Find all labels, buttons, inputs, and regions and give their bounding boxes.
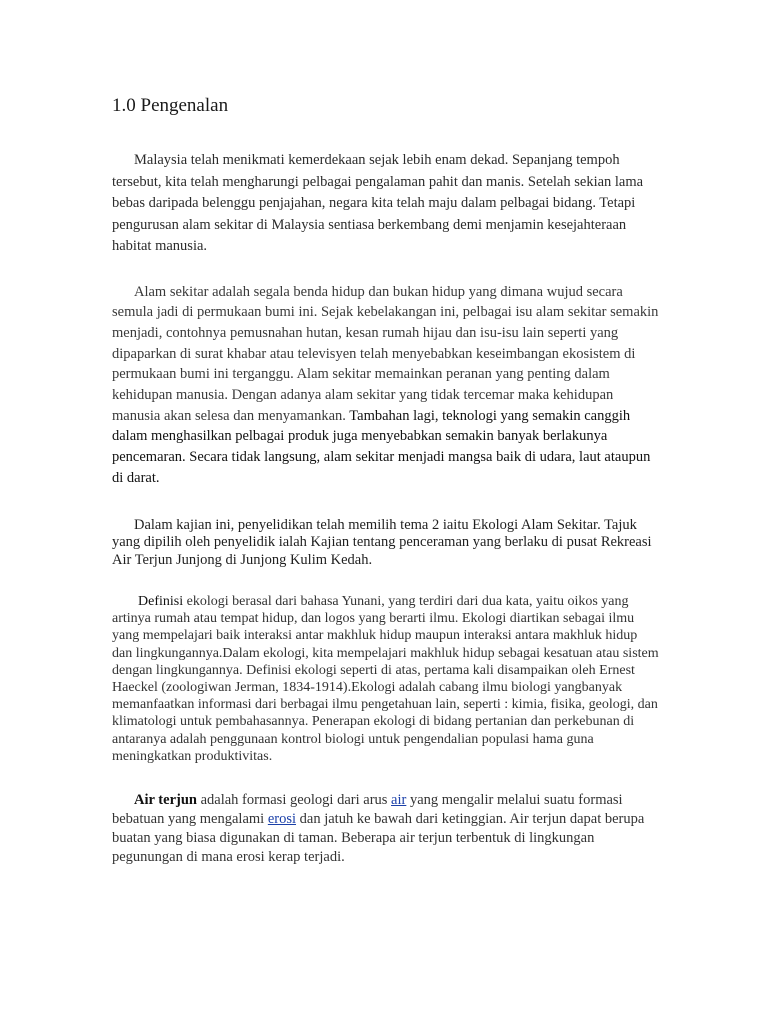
waterfall-term: Air terjun xyxy=(134,792,197,809)
paragraph-introduction xyxy=(112,150,660,258)
waterfall-text-1: adalah formasi geologi dari arus xyxy=(196,792,392,809)
waterfall-text-3: dan jatuh ke bawah dari ketinggian. Air terjun dapat berupa buatan yang biasa digunakan di taman. Beberapa air terjun terbentuk di lingkungan pegunungan di mana erosi kerap terjadi. xyxy=(112,811,645,866)
paragraph-ecology-definition xyxy=(112,593,660,765)
paragraph-environment-text-1: Alam sekitar adalah segala benda hidup dan bukan hidup yang dimana wujud secara semula jadi di permukaan bumi ini. Sejak kebelakangan ini, pelbagai isu alam sekitar semakin menjadi, contohnya pemusnahan hutan, kesan rumah hijau dan isu-isu lain seperti yang dipaparkan di surat khabar atau televisyen telah menyebabkan keseimbangan ekosistem di permukaan bumi ini terganggu. Alam sekitar memainkan peranan yang penting dalam kehidupan manusia. Dengan adanya alam sekitar yang tidak tercemar maka kehidupan manusia akan selesa dan menyamankan. xyxy=(112,283,659,424)
erosi-link[interactable]: erosi xyxy=(267,811,297,828)
waterfall-text-2: yang mengalir melalui suatu formasi bebatuan yang mengalami xyxy=(112,792,623,828)
paragraph-environment xyxy=(112,282,660,489)
paragraph-waterfall xyxy=(112,791,660,867)
paragraph-environment-text-2: Tambahan lagi, teknologi yang semakin canggih dalam menghasilkan pelbagai produk juga menyebabkan semakin banyak berlakunya pencemaran. Secara tidak langsung, alam sekitar menjadi mangsa baik di udara, laut ataupun di darat. xyxy=(112,407,651,486)
ecology-definition-lead: Definisi xyxy=(138,594,184,610)
section-heading: 1.0 Pengenalan xyxy=(112,95,229,116)
document-page xyxy=(112,94,660,867)
paragraph-introduction-text: Malaysia telah menikmati kemerdekaan sejak lebih enam dekad. Sepanjang tempoh tersebut, kita telah mengharungi pelbagai pengalaman pahit dan manis. Setelah sekian lama bebas daripada belenggu penjajahan, negara kita telah maju dalam pelbagai bidang. Tetapi pengurusan alam sekitar di Malaysia sentiasa berkembang demi menjamin kesejahteraan habitat manusia. xyxy=(112,152,644,254)
air-link[interactable]: air xyxy=(391,792,407,809)
paragraph-study-theme-text: Dalam kajian ini, penyelidikan telah memilih tema 2 iaitu Ekologi Alam Sekitar. Tajuk yang dipilih oleh penyelidik ialah Kajian tentang penceraman yang berlaku di pusat Rekreasi Air Terjun Junjong di Junjong Kulim Kedah. xyxy=(112,516,652,568)
paragraph-study-theme xyxy=(112,517,660,570)
paragraph-ecology-definition-text: ekologi berasal dari bahasa Yunani, yang terdiri dari dua kata, yaitu oikos yang artinya rumah atau tempat hidup, dan logos yang berarti ilmu. Ekologi diartikan sebagai ilmu yang mempelajari baik interaksi antar makhluk hidup maupun interaksi antara makhluk hidup dan lingkungannya.Dalam ekologi, kita mempelajari makhluk hidup sebagai kesatuan atau sistem dengan lingkungannya. Definisi ekologi seperti di atas, pertama kali disampaikan oleh Ernest Haeckel (zoologiwan Jerman, 1834-1914).Ekologi adalah cabang ilmu biologi yangbanyak memanfaatkan informasi dari berbagai ilmu pengetahuan lain, seperti : kimia, fisika, geologi, dan klimatologi untuk pembahasannya. Penerapan ekologi di bidang pertanian dan perkebunan di antaranya adalah penggunaan kontrol biologi untuk pengendalian populasi hama guna meningkatkan produktivitas. xyxy=(112,594,659,764)
